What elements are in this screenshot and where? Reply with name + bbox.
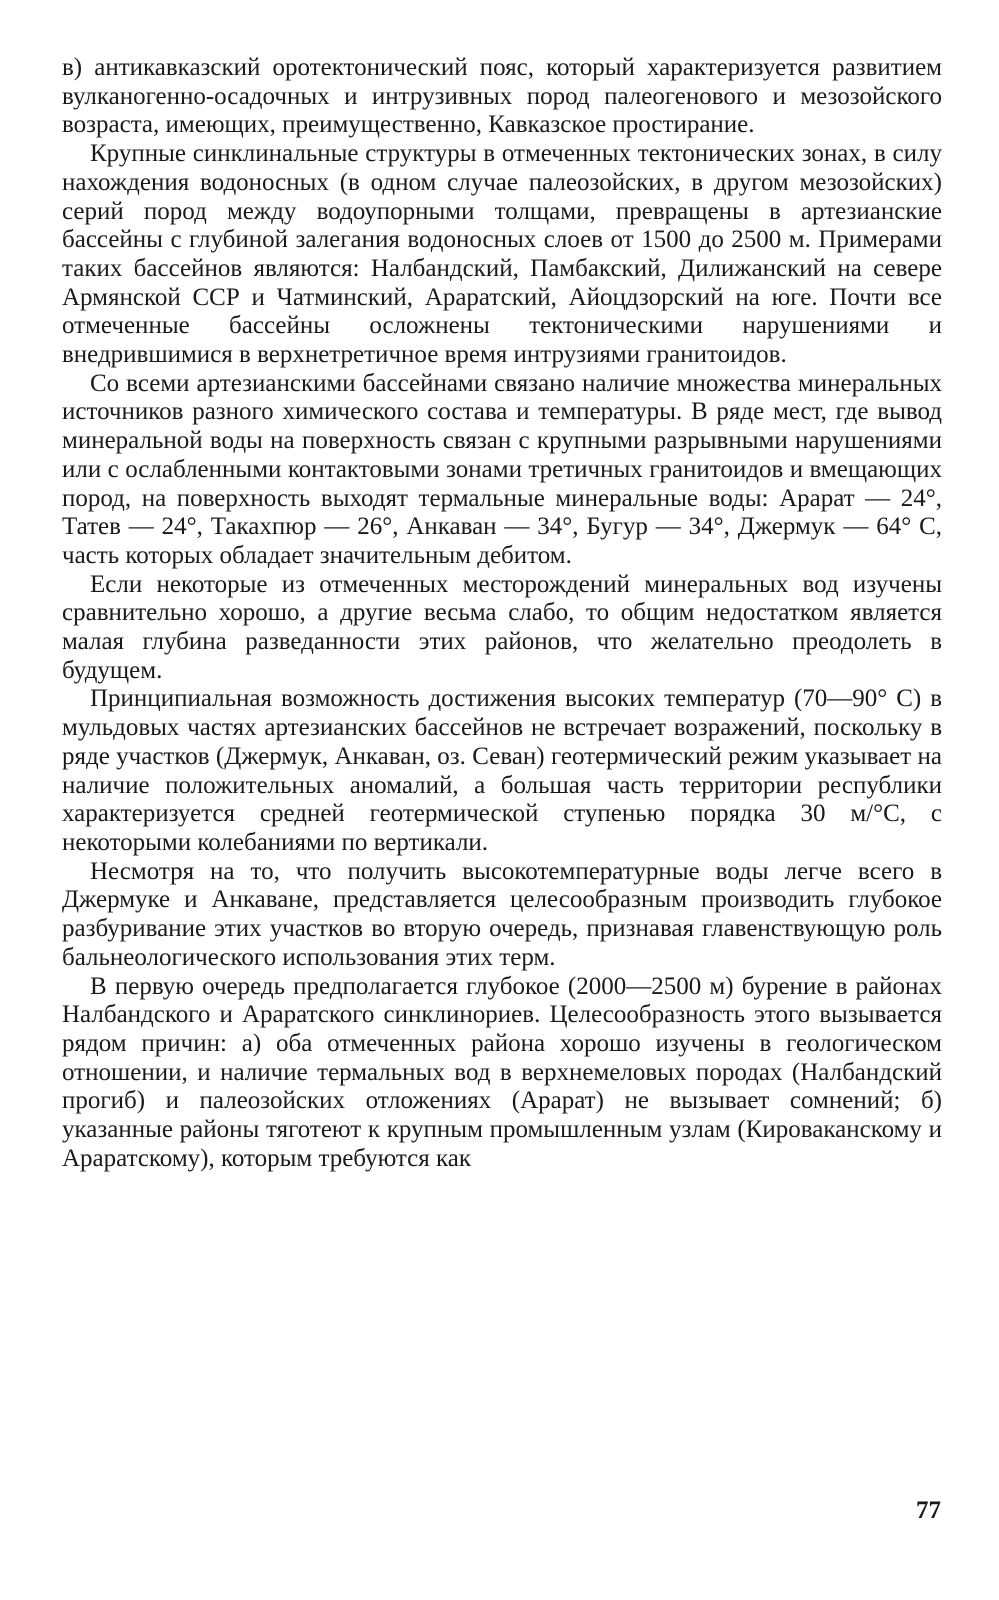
paragraph-antikavkaz-belt: в) антикавказский оротектонический пояс, который характеризуется развитием вулканогенно-осадочных и интрузивных пород палеогенового и мезозойского возраста, имеющих, преимущественно, Кавказское простирание. (62, 54, 942, 139)
paragraph-mineral-springs: Со всеми артезианскими бассейнами связано наличие множества минеральных источников разного химического состава и температуры. В ряде мест, где вывод минеральной воды на поверхность связан с крупными разрывными нарушениями или с ослабленными контактовыми зонами третичных гранитоидов и вмещающих пород, на поверхность выходят термальные минеральные воды: Арарат — 24°, Татев — 24°, Такахпюр — 26°, Анкаван — 34°, Бугур — 34°, Джермук — 64° С, часть которых обладает значительным дебитом. (62, 369, 942, 569)
page-number: 77 (916, 1497, 941, 1524)
document-body (62, 54, 942, 1173)
paragraph-artesian-basins: Крупные синклинальные структуры в отмеченных тектонических зонах, в силу нахождения водоносных (в одном случае палеозойских, в другом мезозойских) серий пород между водоупорными толщами, превращены в артезианские бассейны с глубиной залегания водоносных слоев от 1500 до 2500 м. Примерами таких бассейнов являются: Налбандский, Памбакский, Дилижанский на севере Армянской ССР и Чатминский, Араратский, Айоцдзорский на юге. Почти все отмеченные бассейны осложнены тектоническими нарушениями и внедрившимися в верхнетретичное время интрузиями гранитоидов. (62, 140, 942, 369)
paragraph-first-drilling: В первую очередь предполагается глубокое (2000—2500 м) бурение в районах Налбандского и Араратского синклинориев. Целесообразность этого вызывается рядом причин: а) оба отмеченных района хорошо изучены в геологическом отношении, и наличие термальных вод в верхнемеловых породах (Налбандский прогиб) и палеозойских отложениях (Арарат) не вызывает сомнений; б) указанные районы тяготеют к крупным промышленным узлам (Кироваканскому и Араратскому), которым требуются как (62, 972, 942, 1172)
paragraph-high-temperatures: Принципиальная возможность достижения высоких температур (70—90° С) в мульдовых частях артезианских бассейнов не встречает возражений, поскольку в ряде участков (Джермук, Анкаван, оз. Севан) геотермический режим указывает на наличие положительных аномалий, а большая часть территории республики характеризуется средней геотермической ступенью порядка 30 м/°С, с некоторыми колебаниями по вертикали. (62, 685, 942, 856)
paragraph-exploration-depth: Если некоторые из отмеченных месторождений минеральных вод изучены сравнительно хорошо, а другие весьма слабо, то общим недостатком является малая глубина разведанности этих районов, что желательно преодолеть в будущем. (62, 570, 942, 684)
paragraph-jermuk-ankavan: Несмотря на то, что получить высокотемпературные воды легче всего в Джермуке и Анкаване, представляется целесообразным производить глубокое разбуривание этих участков во вторую очередь, признавая главенствующую роль бальнеологического использования этих терм. (62, 857, 942, 971)
